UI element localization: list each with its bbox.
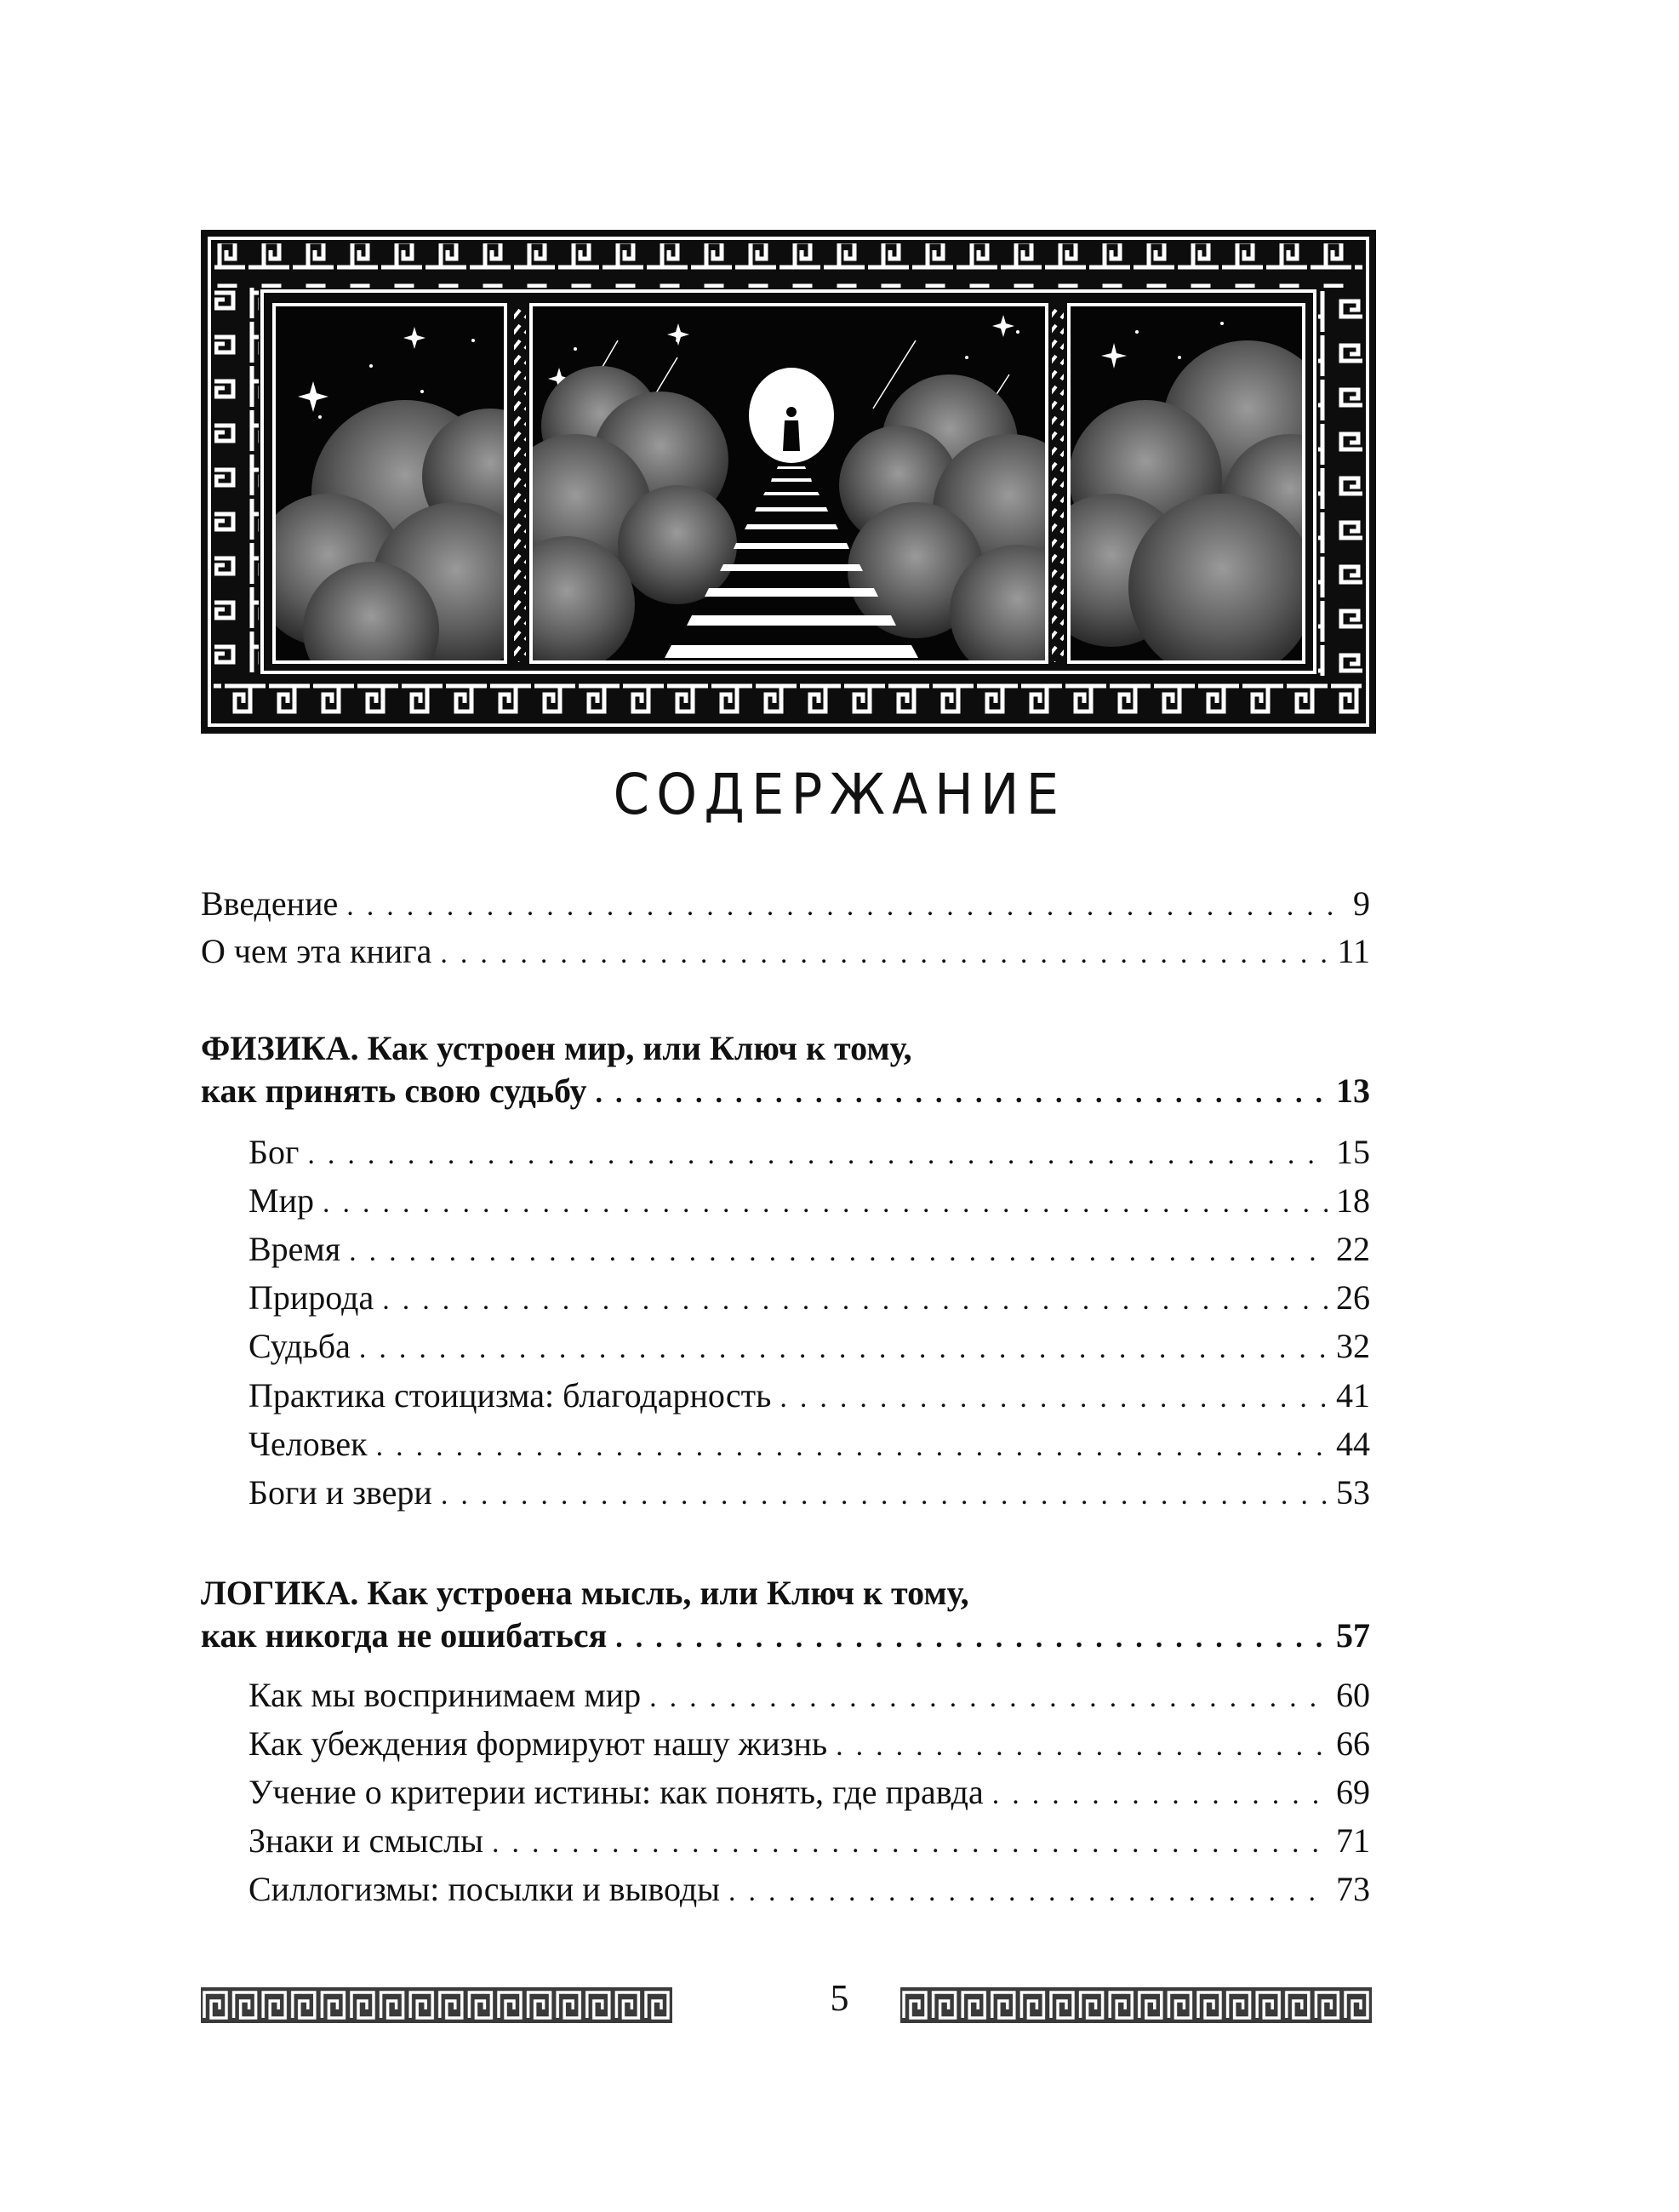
toc-entry-label: Силлогизмы: посылки и выводы xyxy=(248,1870,721,1908)
toc-entry[interactable] xyxy=(248,1869,1370,1917)
leader-dots xyxy=(649,1682,1328,1714)
part-title-physics-line2: как принять свою судьбу xyxy=(201,1072,587,1110)
toc-entry-label: Введение xyxy=(201,884,339,923)
toc-entry-page: 60 xyxy=(1336,1676,1370,1714)
toc-part-physics[interactable] xyxy=(201,1071,1370,1118)
toc-entry-label: Бог xyxy=(248,1133,300,1171)
toc-entry-label: Знаки и смыслы xyxy=(248,1821,483,1860)
toc-entry-page: 69 xyxy=(1336,1773,1370,1811)
toc-entry-page: 73 xyxy=(1336,1870,1370,1908)
center-staircase-moon-panel xyxy=(499,305,1086,681)
leader-dots xyxy=(780,1382,1328,1415)
toc-entry-label: Судьба xyxy=(248,1327,351,1365)
toc-entry[interactable] xyxy=(248,1424,1370,1472)
toc-entry-label: Боги и звери xyxy=(248,1473,432,1512)
toc-entry[interactable] xyxy=(248,1675,1370,1723)
toc-entry-label: Как убеждения формируют нашу жизнь xyxy=(248,1724,828,1763)
leader-dots xyxy=(992,1779,1328,1811)
toc-part-page: 13 xyxy=(1336,1072,1370,1110)
toc-entry-page: 9 xyxy=(1353,884,1370,923)
leader-dots xyxy=(728,1876,1328,1908)
part-title-physics-line1[interactable]: ФИЗИКА. Как устроен мир, или Ключ к тому, xyxy=(201,1029,912,1067)
toc-entry-label: Учение о критерии истины: как понять, где правда xyxy=(248,1773,984,1811)
header-illustration xyxy=(201,230,1376,734)
leader-dots xyxy=(492,1827,1328,1860)
toc-entry[interactable] xyxy=(248,1723,1370,1771)
toc-entry-label: О чем эта книга xyxy=(201,932,432,970)
toc-entry[interactable] xyxy=(248,1180,1370,1228)
toc-entry-label: Практика стоицизма: благодарность xyxy=(248,1376,772,1415)
toc-entry-page: 71 xyxy=(1336,1821,1370,1860)
toc-entry-page: 26 xyxy=(1336,1278,1370,1317)
toc-entry[interactable] xyxy=(248,1472,1370,1520)
toc-entry-page: 11 xyxy=(1337,932,1370,970)
greek-key-banner-icon xyxy=(201,230,1376,734)
toc-entry-page: 44 xyxy=(1336,1425,1370,1463)
leader-dots xyxy=(440,938,1328,970)
leader-dots xyxy=(596,1077,1328,1110)
part-title-logic-line2: как никогда не ошибаться xyxy=(201,1616,608,1655)
toc-entry[interactable] xyxy=(248,1229,1370,1277)
toc-entry-page: 15 xyxy=(1336,1133,1370,1171)
toc-entry-label: Мир xyxy=(248,1181,314,1220)
toc-entry[interactable] xyxy=(248,1277,1370,1325)
toc-part-page: 57 xyxy=(1336,1616,1370,1655)
page-number: 5 xyxy=(830,1977,849,2019)
leader-dots xyxy=(382,1284,1328,1317)
toc-entry-label: Человек xyxy=(248,1425,368,1463)
toc-entry-page: 22 xyxy=(1336,1230,1370,1268)
footer-ornament-right xyxy=(900,1987,1372,2023)
toc-entry[interactable] xyxy=(248,1132,1370,1180)
toc-entry-about-book[interactable] xyxy=(201,931,1370,979)
toc-entry[interactable] xyxy=(248,1820,1370,1868)
toc-entry-introduction[interactable] xyxy=(201,883,1370,931)
leader-dots xyxy=(615,1622,1328,1655)
leader-dots xyxy=(307,1139,1328,1171)
page-title: СОДЕРЖАНИЕ xyxy=(613,762,1066,827)
toc-entry[interactable] xyxy=(248,1375,1370,1423)
part-title-logic-line1[interactable]: ЛОГИКА. Как устроена мысль, или Ключ к тому, xyxy=(201,1574,969,1612)
toc-entry-label: Время xyxy=(248,1230,341,1268)
toc-entry-page: 18 xyxy=(1336,1181,1370,1220)
toc-entry-page: 41 xyxy=(1336,1376,1370,1415)
toc-entry[interactable] xyxy=(248,1772,1370,1820)
toc-entry-page: 32 xyxy=(1336,1327,1370,1365)
toc-entry-label: Как мы воспринимаем мир xyxy=(248,1676,642,1714)
leader-dots xyxy=(836,1730,1328,1763)
toc-entry-page: 53 xyxy=(1336,1473,1370,1512)
greek-key-border-icon xyxy=(900,1987,1372,2023)
toc-entry[interactable] xyxy=(248,1326,1370,1374)
toc-entry-page: 66 xyxy=(1336,1724,1370,1763)
toc-part-logic[interactable] xyxy=(201,1615,1370,1663)
leader-dots xyxy=(376,1431,1328,1463)
leader-dots xyxy=(359,1333,1328,1365)
leader-dots xyxy=(441,1479,1328,1512)
leader-dots xyxy=(323,1187,1328,1220)
leader-dots xyxy=(349,1236,1328,1268)
leader-dots xyxy=(346,890,1345,923)
toc-entry-label: Природа xyxy=(248,1278,374,1317)
